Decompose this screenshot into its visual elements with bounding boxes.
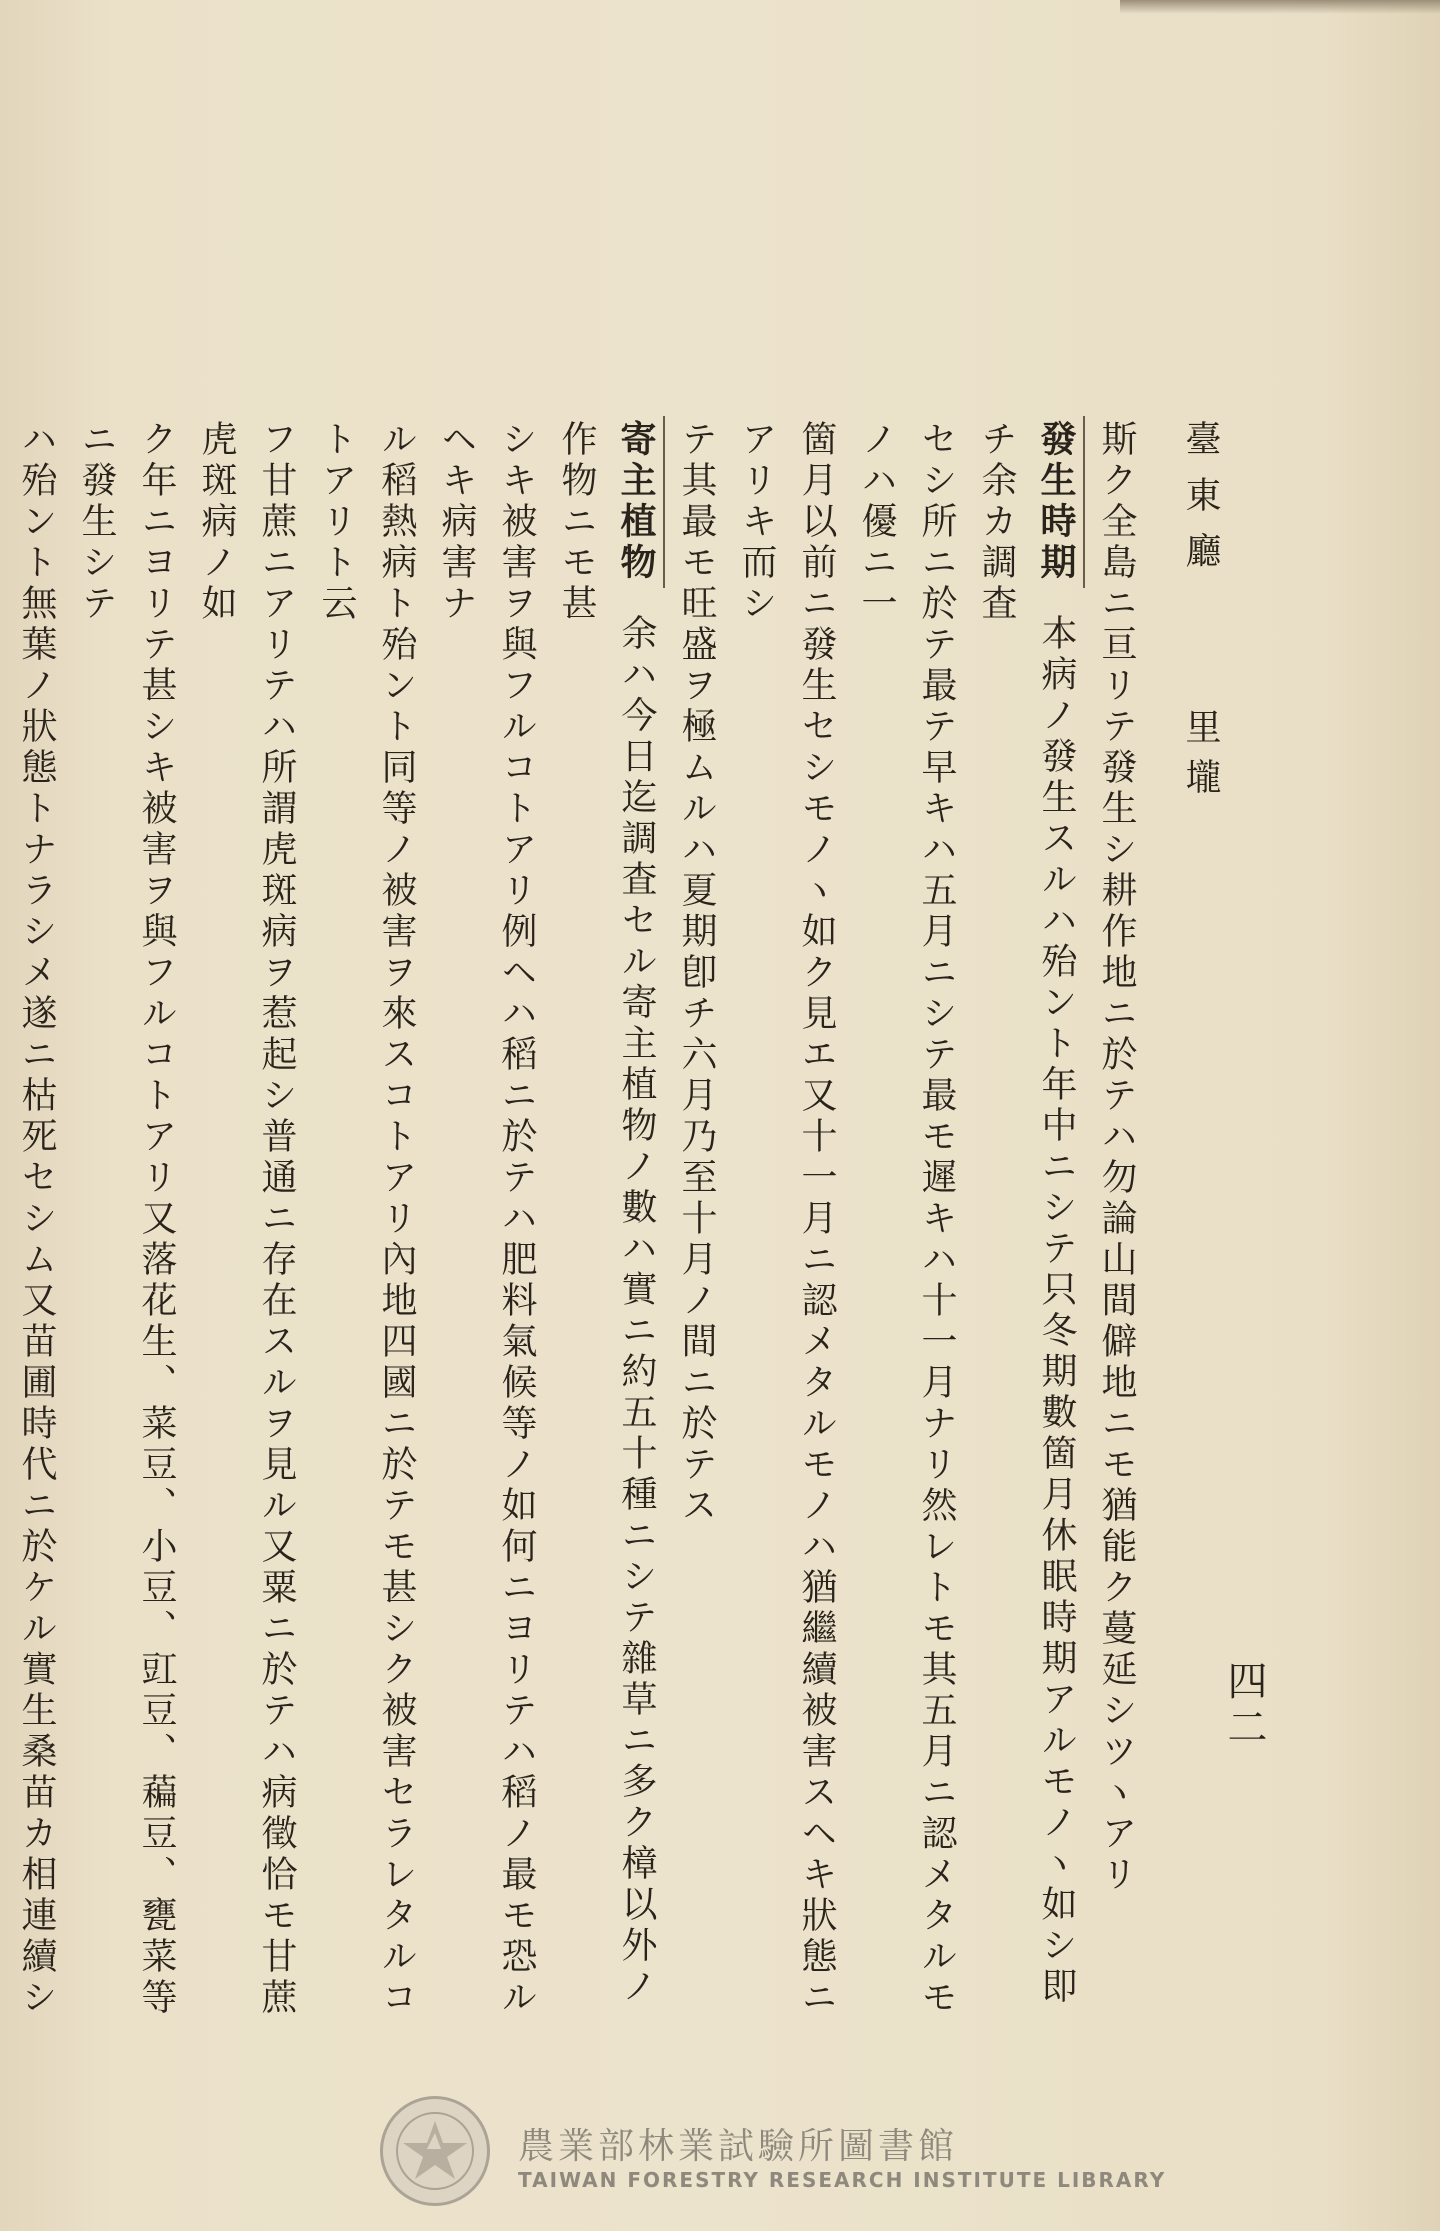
forestry-institute-seal-icon: [380, 2096, 490, 2206]
hosts-rubric: 寄主植物: [615, 420, 657, 584]
hosts-line-6: ハ殆ント無葉ノ狀態トナラシメ遂ニ枯死セシム又苗圃時代ニ於ケル實生桑苗カ相連續シ: [16, 420, 57, 2019]
onset-line-4: テ其最モ旺盛ヲ極ムルハ夏期卽チ六月乃至十月ノ間ニ於テス: [676, 420, 717, 1527]
onset-line-1: [966, 420, 1086, 2040]
page-edge-shadow: [1120, 0, 1440, 14]
body-text: [16, 420, 1230, 2040]
heading-author: 里壠: [1180, 708, 1221, 808]
library-watermark-en: TAIWAN FORESTRY RESEARCH INSTITUTE LIBRARY: [518, 2168, 1167, 2192]
hosts-line-3: ル稻熱病ト殆ント同等ノ被害ヲ來スコトアリ內地四國ニ於テモ甚シク被害セラレタルコトアリト云: [316, 420, 417, 2019]
hosts-text-1: 余ハ今日迄調査セル寄主植物ノ數ハ實ニ約五十種ニシテ雜草ニ多ク樟以外ノ作物ニモ甚: [556, 420, 657, 2008]
page-number: 四二: [1221, 1660, 1267, 1752]
section-heading: [1170, 420, 1230, 2040]
library-watermark-zh: 農業部林業試驗所圖書館: [518, 2126, 959, 2167]
hosts-line-1: [546, 420, 666, 2040]
onset-rubric: 發生時期: [1035, 420, 1077, 584]
onset-text-1: 本病ノ發生スルハ殆ント年中ニシテ只冬期數箇月休眠時期アルモノヽ如シ即チ余カ調査: [976, 420, 1077, 2008]
onset-line-2: セシ所ニ於テ最テ早キハ五月ニシテ最モ遲キハ十一月ナリ然レトモ其五月ニ認メタルモノハ優ニ一: [856, 420, 957, 2019]
heading-place: 臺東廳: [1180, 420, 1221, 588]
hosts-line-2: シキ被害ヲ與フルコトアリ例ヘハ稻ニ於テハ肥料氣候等ノ如何ニヨリテハ稻ノ最モ恐ルヘキ病害ナ: [436, 420, 537, 2019]
onset-line-3: 箇月以前ニ發生セシモノヽ如ク見エ又十一月ニ認メタルモノハ猶繼續被害スヘキ狀態ニアリキ而シ: [736, 420, 837, 2019]
intro-line: 斯ク全島ニ亘リテ發生シ耕作地ニ於テハ勿論山間僻地ニモ猶能ク蔓延シツヽアリ: [1096, 420, 1137, 1896]
hosts-line-4: フ甘蔗ニアリテハ所謂虎斑病ヲ惹起シ普通ニ存在スルヲ見ル又粟ニ於テハ病徵恰モ甘蔗虎斑病ノ如: [196, 420, 297, 2019]
hosts-line-5: ク年ニヨリテ甚シキ被害ヲ與フルコトアリ又落花生、菜豆、小豆、豇豆、藊豆、甕菜等ニ發生シテ: [76, 420, 177, 2019]
